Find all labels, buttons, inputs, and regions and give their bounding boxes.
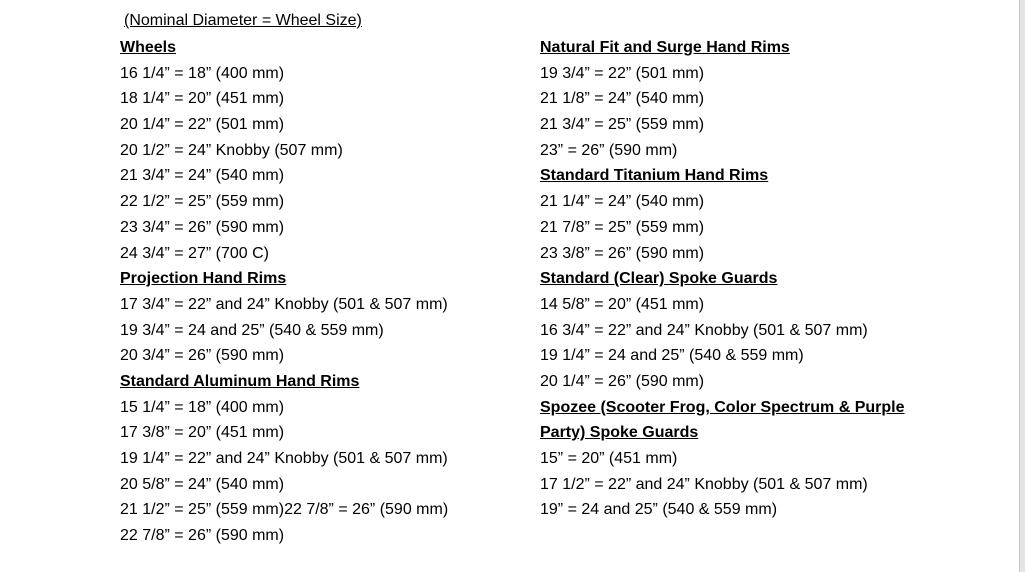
size-entry: 19” = 24 and 25” (540 & 559 mm)	[540, 501, 778, 519]
size-entry: 19 3/4” = 24 and 25” (540 & 559 mm)	[120, 321, 384, 339]
size-entry: 17 3/8” = 20” (451 mm)	[120, 424, 285, 442]
section-heading: Natural Fit and Surge Hand Rims	[540, 39, 790, 56]
size-entry: 23” = 26” (590 mm)	[540, 141, 678, 159]
section-heading: Projection Hand Rims	[120, 270, 287, 288]
size-entry: 19 1/4” = 24 and 25” (540 & 559 mm)	[540, 347, 804, 365]
size-entry: 17 1/2” = 22” and 24” Knobby (501 & 507 mm)	[540, 475, 868, 493]
size-entry: 17 3/4” = 22” and 24” Knobby (501 & 507 mm)	[120, 295, 448, 313]
size-entry: 15” = 20” (451 mm)	[540, 450, 678, 467]
size-entry: 15 1/4” = 18” (400 mm)	[120, 398, 285, 416]
size-entry: 16 1/4” = 18” (400 mm)	[120, 64, 285, 82]
size-entry: 20 5/8” = 24” (540 mm)	[120, 475, 285, 493]
section-heading: Spozee (Scooter Frog, Color Spectrum & Purple	[540, 398, 905, 416]
size-entry: 20 1/4” = 26” (590 mm)	[540, 372, 705, 390]
size-entry: 24 3/4” = 27” (700 C)	[120, 244, 269, 262]
size-entry: 21 1/8” = 24” (540 mm)	[540, 90, 705, 108]
size-entry: 23 3/8” = 26” (590 mm)	[540, 244, 705, 262]
section-heading: Standard Titanium Hand Rims	[540, 167, 769, 185]
left-column	[120, 35, 448, 549]
section-heading: Wheels	[120, 39, 177, 56]
window-right-edge	[1019, 0, 1025, 572]
size-entry: 22 1/2” = 25” (559 mm)	[120, 193, 285, 211]
size-entry: 21 1/4” = 24” (540 mm)	[540, 193, 705, 211]
section-heading: Standard Aluminum Hand Rims	[120, 372, 360, 390]
right-column	[540, 35, 905, 523]
size-entry: 21 3/4” = 24” (540 mm)	[120, 167, 285, 185]
size-entry: 21 1/2” = 25” (559 mm)22 7/8” = 26” (590 mm)	[120, 501, 449, 519]
section-heading: Party) Spoke Guards	[540, 424, 699, 442]
size-entry: 16 3/4” = 22” and 24” Knobby (501 & 507 mm)	[540, 321, 868, 339]
size-entry: 21 3/4” = 25” (559 mm)	[540, 116, 705, 134]
size-entry: 18 1/4” = 20” (451 mm)	[120, 90, 285, 108]
section-heading: Standard (Clear) Spoke Guards	[540, 270, 778, 288]
size-entry: 21 7/8” = 25” (559 mm)	[540, 218, 705, 236]
size-entry: 22 7/8” = 26” (590 mm)	[120, 527, 285, 545]
size-entry: 20 3/4” = 26” (590 mm)	[120, 347, 285, 365]
size-entry: 23 3/4” = 26” (590 mm)	[120, 218, 285, 236]
size-entry: 14 5/8” = 20” (451 mm)	[540, 295, 705, 313]
size-entry: 20 1/2” = 24” Knobby (507 mm)	[120, 141, 343, 159]
size-entry: 19 1/4” = 22” and 24” Knobby (501 & 507 mm)	[120, 450, 448, 467]
size-entry: 20 1/4” = 22” (501 mm)	[120, 116, 285, 134]
size-entry: 19 3/4” = 22” (501 mm)	[540, 64, 705, 82]
document-header: (Nominal Diameter = Wheel Size)	[124, 12, 362, 29]
